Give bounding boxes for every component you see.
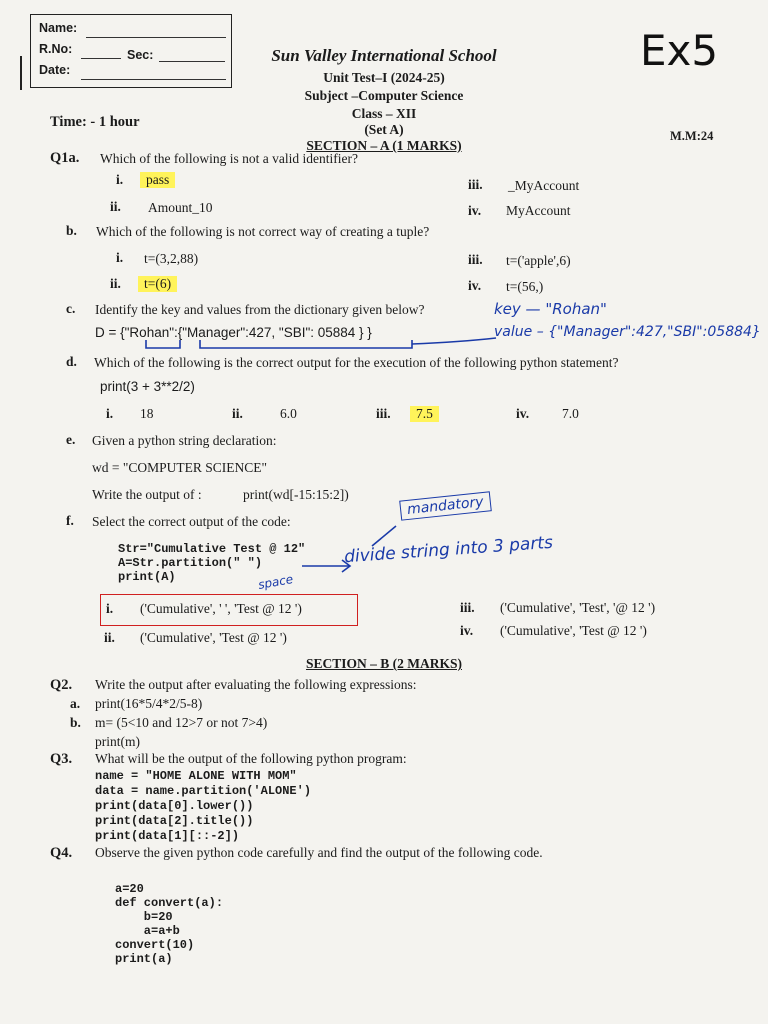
q1a-opt4-text: MyAccount: [506, 203, 571, 218]
q2b-text2: print(m): [95, 734, 140, 749]
q1b-opt4-text: t=(56,): [506, 279, 544, 294]
q1b-opt2-text: t=(6): [138, 276, 177, 292]
q1b-opt3-text: t=('apple',6): [506, 253, 571, 268]
test-title: Unit Test–I (2024-25): [323, 70, 445, 85]
q1f-opt3-num: iii.: [460, 600, 475, 615]
q4-code-line2: def convert(a):: [115, 896, 224, 910]
q4-number: Q4.: [50, 845, 73, 861]
q1b-text: Which of the following is not correct way of creating a tuple?: [96, 224, 430, 239]
q4-code-line4: a=a+b: [115, 924, 180, 938]
q1e-number: e.: [66, 432, 76, 447]
time-label: Time: - 1 hour: [50, 114, 140, 130]
school-name: Sun Valley International School: [271, 46, 497, 65]
q2b-text: m= (5<10 and 12>7 or not 7>4): [95, 715, 268, 730]
q1f-opt1-text: ('Cumulative', ' ', 'Test @ 12 '): [140, 601, 302, 616]
q1d-opt1-num: i.: [106, 406, 114, 421]
q1c-number: c.: [66, 301, 76, 316]
q1f-text: Select the correct output of the code:: [92, 514, 291, 529]
q4-code-line3: b=20: [115, 910, 173, 924]
q1d-opt3-num: iii.: [376, 406, 391, 421]
section-a-title: SECTION – A (1 MARKS): [306, 138, 462, 153]
q1d-opt1-text: 18: [140, 406, 154, 421]
section-b-title: SECTION – B (2 MARKS): [305, 656, 462, 671]
q1f-opt2-text: ('Cumulative', 'Test @ 12 '): [140, 630, 287, 645]
q1c-note-value: value – {"Manager":427,"SBI":05884}: [494, 324, 761, 340]
q3-code-line5: print(data[1][::-2]): [95, 829, 240, 843]
q4-code-line6: print(a): [115, 952, 173, 966]
q1d-opt3-text: 7.5: [410, 406, 439, 422]
q1a-opt1-text: pass: [140, 172, 175, 188]
q1f-opt4-num: iv.: [460, 623, 474, 638]
set-title: (Set A): [364, 122, 404, 137]
q3-number: Q3.: [50, 751, 73, 767]
q3-code-line4: print(data[2].title()): [95, 814, 254, 828]
q2-number: Q2.: [50, 677, 73, 693]
q1f-note-space: space: [257, 572, 295, 592]
q3-text: What will be the output of the following python program:: [95, 751, 407, 766]
q1a-opt2-num: ii.: [110, 199, 121, 214]
q1a-number: Q1a.: [50, 150, 80, 166]
q1a-text: Which of the following is not a valid identifier?: [100, 151, 358, 166]
q4-text: Observe the given python code carefully and find the output of the following code.: [95, 845, 543, 860]
q3-code-line1: name = "HOME ALONE WITH MOM": [95, 769, 297, 783]
q3-code-line2: data = name.partition('ALONE'): [95, 784, 312, 798]
q4-code-line5: convert(10): [115, 938, 195, 952]
q2a-text: print(16*5/4*2/5-8): [95, 696, 203, 711]
q1f-annotation-arrows: [292, 516, 402, 576]
q2b-number: b.: [70, 715, 81, 730]
q2a-number: a.: [70, 696, 81, 711]
q1d-code: print(3 + 3**2/2): [100, 379, 195, 394]
q1b-opt2-num: ii.: [110, 276, 121, 291]
q1d-opt4-text: 7.0: [562, 406, 579, 421]
q1b-opt1-num: i.: [116, 250, 124, 265]
q1b-opt4-num: iv.: [468, 278, 482, 293]
q1f-opt4-text: ('Cumulative', 'Test @ 12 '): [500, 623, 647, 638]
name-line: [86, 37, 226, 38]
q1e-code: wd = "COMPUTER SCIENCE": [92, 460, 268, 475]
q1f-note-mandatory: mandatory: [399, 491, 491, 520]
q1c-code: D = {"Rohan":{"Manager":427, "SBI": 05884 } }: [95, 325, 372, 340]
q1e-ask: Write the output of :: [92, 487, 202, 502]
q1c-annotation-bracket: [140, 336, 500, 354]
q1f-number: f.: [66, 513, 74, 528]
q1f-code-line1: Str="Cumulative Test @ 12": [118, 542, 306, 556]
q1b-opt1-text: t=(3,2,88): [144, 251, 199, 266]
sec-label: Sec:: [127, 48, 154, 62]
q1d-number: d.: [66, 354, 77, 369]
q1c-text: Identify the key and values from the dictionary given below?: [95, 302, 425, 317]
q1f-code-line3: print(A): [118, 570, 176, 584]
q1b-opt3-num: iii.: [468, 252, 483, 267]
q1d-text: Which of the following is the correct output for the execution of the following python statement?: [94, 355, 619, 370]
q1f-note-divide: divide string into 3 parts: [343, 532, 554, 568]
q1e-ask-code: print(wd[-15:15:2]): [243, 487, 349, 502]
q1a-opt3-num: iii.: [468, 177, 483, 192]
q1a-opt4-num: iv.: [468, 203, 482, 218]
q1a-opt2-text: Amount_10: [148, 200, 213, 215]
q1e-text: Given a python string declaration:: [92, 433, 277, 448]
q1f-opt1-num: i.: [106, 601, 114, 616]
q1d-opt2-text: 6.0: [280, 406, 297, 421]
name-label: Name:: [39, 21, 78, 35]
rno-label: R.No:: [39, 42, 73, 56]
q4-code-line1: a=20: [115, 882, 144, 896]
q1a-opt3-text: _MyAccount: [508, 178, 580, 193]
q1c-note-key: key — "Rohan": [494, 300, 607, 318]
q1f-opt3-text: ('Cumulative', 'Test', '@ 12 '): [500, 600, 656, 615]
q1d-opt2-num: ii.: [232, 406, 243, 421]
q1d-opt4-num: iv.: [516, 406, 530, 421]
q1f-opt2-num: ii.: [104, 630, 115, 645]
q1a-opt1-num: i.: [116, 172, 124, 187]
q2-text: Write the output after evaluating the following expressions:: [95, 677, 417, 692]
q1b-number: b.: [66, 223, 77, 238]
corner-note: Ex5: [640, 26, 719, 75]
max-marks: M.M:24: [670, 129, 714, 143]
subject-title: Subject –Computer Science: [304, 88, 464, 103]
class-title: Class – XII: [351, 106, 417, 121]
q1f-code-line2: A=Str.partition(" "): [118, 556, 263, 570]
q3-code-line3: print(data[0].lower()): [95, 799, 254, 813]
date-label: Date:: [39, 63, 71, 77]
